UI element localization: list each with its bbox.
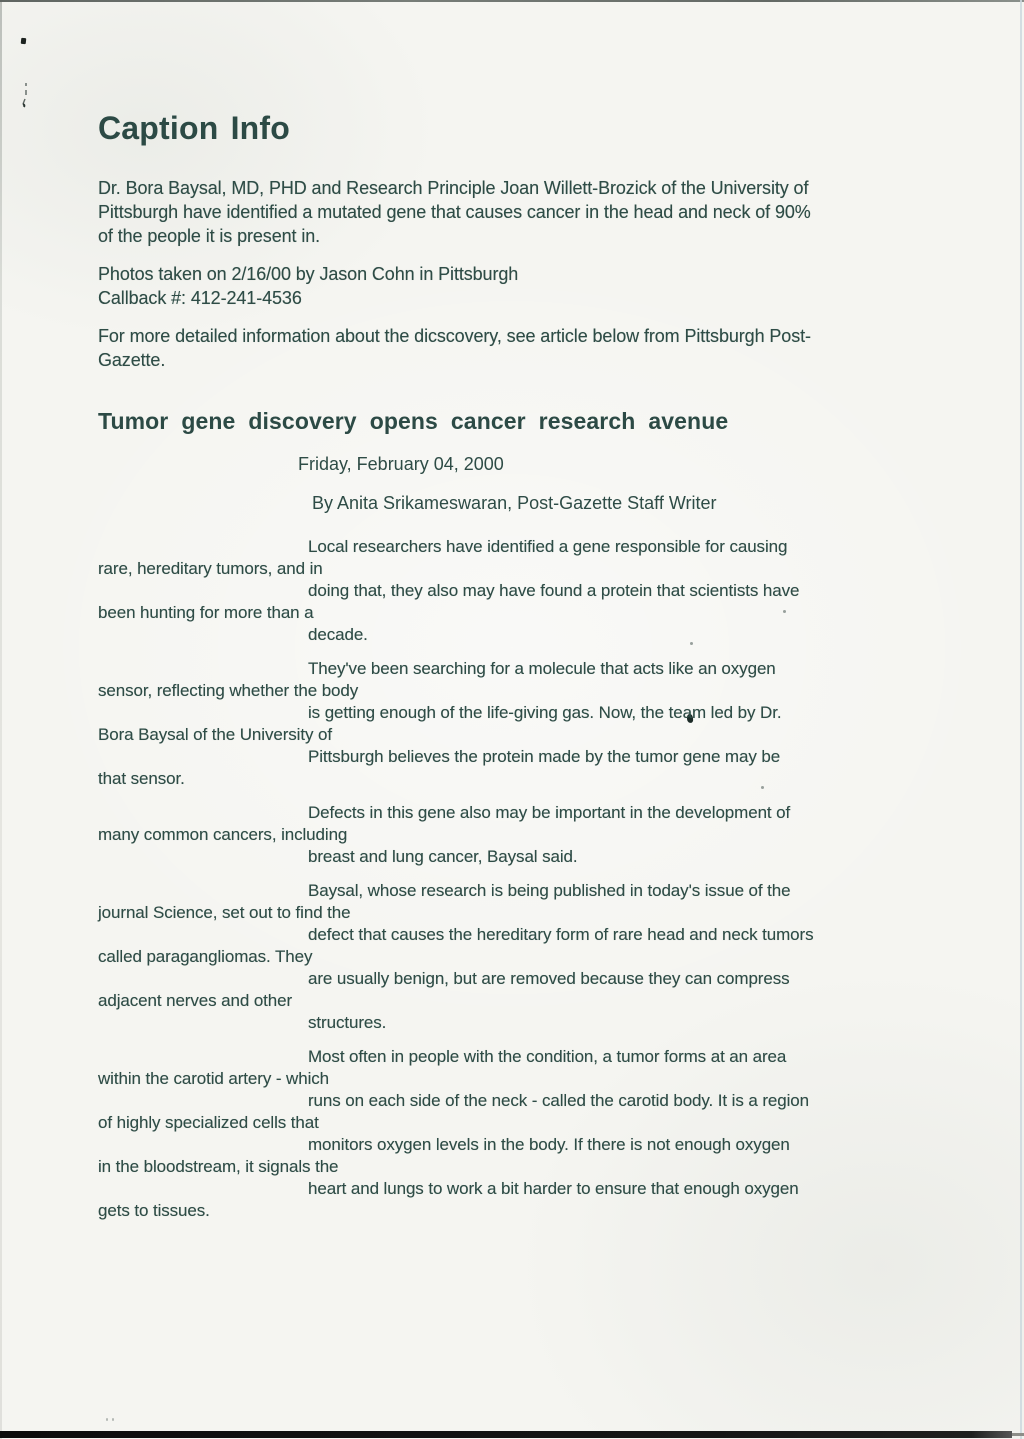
article-paragraph <box>98 880 813 1034</box>
text-line: called paragangliomas. They <box>98 947 313 966</box>
text-line: rare, hereditary tumors, and in <box>98 559 323 578</box>
text-line: Most often in people with the condition, a tumor forms at an area <box>308 1047 787 1066</box>
text-line: gets to tissues. <box>98 1201 210 1220</box>
text-line: adjacent nerves and other <box>98 991 293 1010</box>
text-line: breast and lung cancer, Baysal said. <box>308 847 578 866</box>
ink-dot-artifact <box>21 38 27 44</box>
text-line: is getting enough of the life-giving gas. Now, the team led by Dr. <box>308 703 782 722</box>
caption-description <box>98 176 811 248</box>
text-line: of highly specialized cells that <box>98 1113 319 1132</box>
text-line: doing that, they also may have found a protein that scientists have <box>308 581 800 600</box>
text-line: Defects in this gene also may be important in the development of <box>308 803 791 822</box>
scan-top-edge-line <box>0 0 1024 2</box>
text-line: Gazette. <box>98 350 166 370</box>
scan-bottom-black-bar <box>0 1431 1012 1438</box>
article-paragraph <box>98 658 813 790</box>
dust-speck <box>112 1418 114 1421</box>
text-line: are usually benign, but are removed because they can compress <box>308 969 790 988</box>
text-line: that sensor. <box>98 769 185 788</box>
text-line: been hunting for more than a <box>98 603 314 622</box>
article-paragraph <box>98 802 813 868</box>
text-line: Bora Baysal of the University of <box>98 725 332 744</box>
text-line: in the bloodstream, it signals the <box>98 1157 339 1176</box>
text-line: within the carotid artery - which <box>98 1069 330 1088</box>
article-paragraph <box>98 1046 813 1222</box>
text-line: Baysal, whose research is being published in today's issue of the <box>308 881 791 900</box>
text-line: many common cancers, including <box>98 825 348 844</box>
article-body <box>98 536 813 1234</box>
text-line: defect that causes the hereditary form of rare head and neck tumors <box>308 925 814 944</box>
text-line: Pittsburgh believes the protein made by the tumor gene may be <box>308 747 781 766</box>
caption-info-title: Caption Info <box>98 110 291 146</box>
article-date: Friday, February 04, 2000 <box>298 454 504 474</box>
article-headline: Tumor gene discovery opens cancer research avenue <box>98 408 729 434</box>
text-line: of the people it is present in. <box>98 226 321 246</box>
text-line: Pittsburgh have identified a mutated gene that causes cancer in the head and neck of 90% <box>98 202 811 222</box>
article-paragraph <box>98 536 813 646</box>
ink-squiggle-artifact <box>21 82 31 108</box>
callback-number-line: Callback #: 412-241-4536 <box>98 288 302 308</box>
see-article-note <box>98 324 811 372</box>
text-line: heart and lungs to work a bit harder to ensure that enough oxygen <box>308 1179 799 1198</box>
article-byline: By Anita Srikameswaran, Post-Gazette Staff Writer <box>312 493 717 513</box>
scan-right-edge-line <box>1020 0 1022 1439</box>
text-line: runs on each side of the neck - called the carotid body. It is a region <box>308 1091 809 1110</box>
text-line: For more detailed information about the dicscovery, see article below from Pittsburgh Post- <box>98 326 811 346</box>
text-line: decade. <box>308 625 368 644</box>
text-line: Local researchers have identified a gene responsible for causing <box>308 537 788 556</box>
text-line: monitors oxygen levels in the body. If there is not enough oxygen <box>308 1135 790 1154</box>
dust-speck <box>106 1418 108 1421</box>
text-line: They've been searching for a molecule that acts like an oxygen <box>308 659 776 678</box>
text-line: structures. <box>308 1013 387 1032</box>
photo-credit-line: Photos taken on 2/16/00 by Jason Cohn in Pittsburgh <box>98 264 519 284</box>
text-line: Dr. Bora Baysal, MD, PHD and Research Principle Joan Willett-Brozick of the University of <box>98 178 809 198</box>
photo-credit-block <box>98 262 518 310</box>
text-line: journal Science, set out to find the <box>98 903 351 922</box>
text-line: sensor, reflecting whether the body <box>98 681 359 700</box>
scan-left-edge-line <box>0 2 2 1439</box>
